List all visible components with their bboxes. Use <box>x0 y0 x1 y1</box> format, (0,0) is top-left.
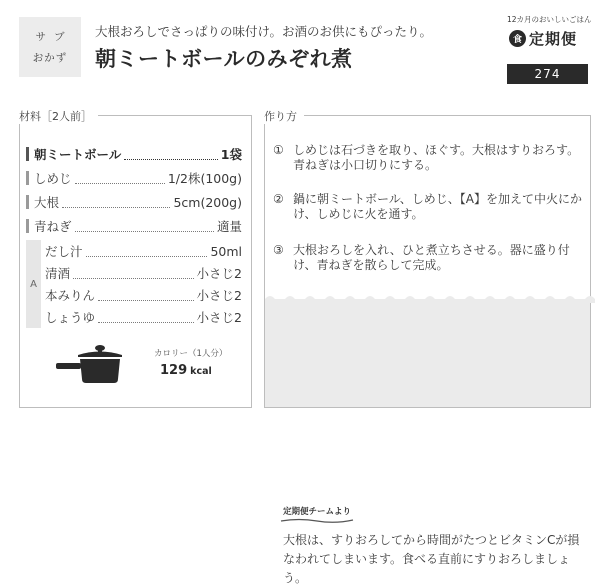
ingredient-row <box>45 306 242 328</box>
ingredient-name: しょうゆ <box>45 310 96 325</box>
ingredient-qty: 50ml <box>210 243 242 259</box>
step-number: ① <box>273 143 284 157</box>
tip-text: 大根は、すりおろしてから時間がたつとビタミンCが損なわれてしまいます。食べる直前にすりおろしましょう。 <box>283 533 580 585</box>
category-line2: おかず <box>32 52 68 64</box>
logo-seal-icon: 食 <box>509 30 526 47</box>
calorie-readout <box>160 363 212 378</box>
seasoning-group-a <box>26 240 242 328</box>
ingredient-list <box>26 142 242 238</box>
category-line1: サブ <box>35 31 73 43</box>
dot-leader <box>75 172 165 184</box>
group-a-list <box>45 240 242 328</box>
ingredient-row <box>45 262 242 284</box>
ingredient-row <box>45 240 242 262</box>
step-item <box>273 143 585 173</box>
step-item <box>273 243 585 273</box>
dot-leader <box>124 148 218 160</box>
logo-name: 定期便 <box>529 30 578 48</box>
brand-logo <box>507 14 592 84</box>
recipe-subtitle: 大根おろしでさっぱりの味付け。お酒のお供にもぴったり。 <box>95 24 433 39</box>
ingredient-qty: 1/2株(100g) <box>167 171 242 186</box>
dot-leader <box>98 289 194 301</box>
step-text: 大根おろしを入れ、ひと煮立ちさせる。器に盛り付け、青ねぎを散らして完成。 <box>293 243 570 272</box>
ingredient-qty: 5cm(200g) <box>173 194 242 210</box>
row-marker <box>26 147 29 161</box>
step-number: ② <box>273 192 284 206</box>
calorie-label: カロリー（1人分） <box>154 349 228 359</box>
ingredient-name: しめじ <box>34 171 72 186</box>
calorie-unit: kcal <box>190 366 212 377</box>
row-marker <box>26 219 29 233</box>
tip-title: 定期便チームより <box>283 507 352 517</box>
team-tip-box <box>265 299 590 585</box>
pot-icon <box>56 343 136 385</box>
step-item <box>273 192 585 222</box>
ingredient-qty: 小さじ2 <box>196 310 242 325</box>
dot-leader <box>62 196 170 208</box>
ingredients-heading: 材料［2人前］ <box>19 108 96 124</box>
calorie-value: 129 <box>160 363 188 378</box>
tip-underline <box>281 518 353 523</box>
ingredient-name: 朝ミートボール <box>34 147 122 162</box>
logo-tagline: 12カ月のおいしいごはん <box>507 15 592 24</box>
ingredient-row <box>26 166 242 190</box>
dot-leader <box>86 245 208 257</box>
ingredient-qty: 小さじ2 <box>196 266 242 281</box>
ingredient-qty: 小さじ2 <box>196 288 242 303</box>
step-number: ③ <box>273 243 284 257</box>
ingredient-qty: 1袋 <box>220 147 242 162</box>
issue-number: 274 <box>507 64 588 84</box>
ingredient-name: だし汁 <box>45 244 83 259</box>
ingredient-row <box>26 142 242 166</box>
steps-heading: 作り方 <box>264 108 301 124</box>
ingredient-row <box>26 190 242 214</box>
row-marker <box>26 195 29 209</box>
row-marker <box>26 171 29 185</box>
ingredient-name: 大根 <box>34 195 60 210</box>
dot-leader <box>98 311 194 323</box>
dot-leader <box>73 267 194 279</box>
ingredient-qty: 適量 <box>216 219 242 234</box>
ingredient-name: 清酒 <box>45 266 71 281</box>
ingredient-row <box>26 214 242 238</box>
category-badge <box>19 17 81 77</box>
dot-leader <box>75 220 214 232</box>
step-text: 鍋に朝ミートボール、しめじ、【A】を加えて中火にかけ、しめじに火を通す。 <box>293 192 583 221</box>
ingredient-name: 本みりん <box>45 288 96 303</box>
logo-main <box>509 28 588 49</box>
recipe-title: 朝ミートボールのみぞれ煮 <box>95 47 353 71</box>
step-text: しめじは石づきを取り、ほぐす。大根はすりおろす。青ねぎは小口切りにする。 <box>293 143 580 172</box>
group-a-label: A <box>26 240 41 328</box>
ingredient-name: 青ねぎ <box>34 219 72 234</box>
ingredient-row <box>45 284 242 306</box>
